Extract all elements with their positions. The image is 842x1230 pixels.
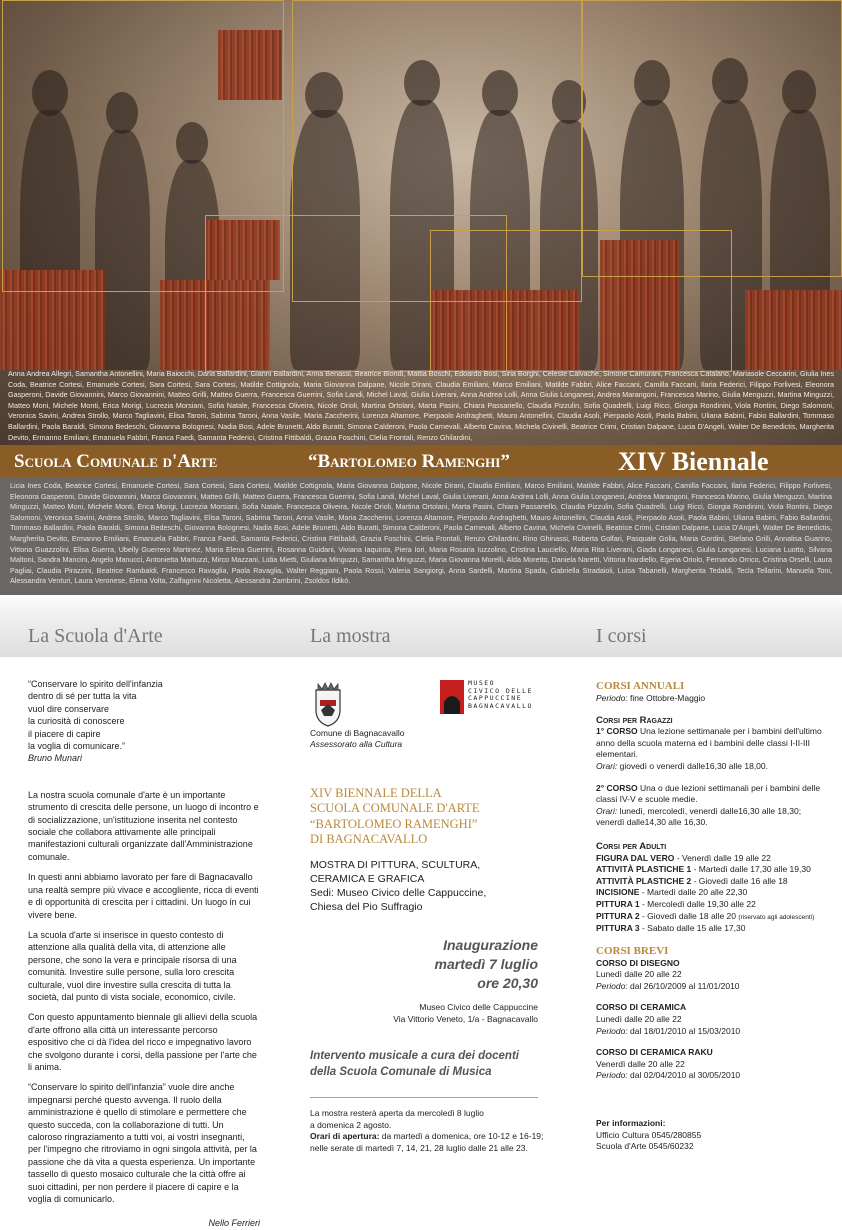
adulti-list	[596, 853, 822, 935]
corsi-brevi-title: CORSI BREVI	[596, 944, 669, 957]
list-item: FIGURA DAL VERO - Venerdì dalle 19 alle 22	[596, 852, 771, 863]
para-2: In questi anni abbiamo lavorato per fare di Bagnacavallo una realtà sempre più vivace e accogliente, ricca di eventi e di opportunità di crescita per i cittadini. Un luogo in cui vivere bene.	[28, 872, 259, 920]
venue: Museo Civico delle Cappuccine Via Vittorio Veneto, 1/a - Bagnacavallo	[393, 1002, 538, 1024]
header-corsi: I corsi	[596, 625, 647, 647]
para-5: “Conservare lo spirito dell'infanzia” vuole dire anche impegnarsi perché questo avvenga. Il ruolo della amministrazione è quello di stimolare e permettere che questo succeda, con la collaborazione di tutti. Un caloroso ringraziamento a tutti voi, ai vostri insegnanti, per l'impegno che ritroviamo in ogni singola attività, per la passione che dà vita a questa esperienza. Un importante tassello di questo mosaico culturale che la città offre ai suoi cittadini, per non perdere il piacere di capire e la voglia di comunicarlo.	[28, 1082, 257, 1205]
brevi-item: CORSO DI CERAMICA RAKU Venerdì dalle 20 alle 22 Periodo: dal 02/04/2010 al 30/05/2010	[596, 1047, 741, 1081]
list-item: INCISIONE - Martedì dalle 20 alle 22,30	[596, 887, 748, 898]
comune-crest-icon	[310, 680, 346, 728]
comune-caption: Comune di Bagnacavallo Assessorato alla Cultura	[310, 728, 405, 749]
students-names-band	[0, 477, 842, 595]
list-item: PITTURA 1 - Mercoledì dalle 19,30 alle 22	[596, 898, 756, 909]
mostra-details: MOSTRA DI PITTURA, SCULTURA, CERAMICA E GRAFICA Sedi: Museo Civico delle Cappuccine, Chiesa del Pio Suffragio	[310, 859, 487, 913]
banner-school: Scuola Comunale d'Arte	[14, 451, 218, 472]
adulti-title: Corsi per Adulti	[596, 840, 667, 852]
list-item: PITTURA 2 - Giovedì dalle 18 alle 20 (riservato agli adolescenti)	[596, 910, 815, 921]
list-item: PITTURA 3 - Sabato dalle 15 alle 17,30	[596, 923, 746, 934]
corsi-annuali-title: CORSI ANNUALI	[596, 680, 685, 692]
hero-artwork	[0, 0, 842, 445]
list-item: ATTIVITÀ PLASTICHE 2 - Giovedì dalle 16 alle 18	[596, 875, 788, 886]
mostra-title: XIV BIENNALE DELLA SCUOLA COMUNALE D'ARTE “BARTOLOMEO RAMENGHI” DI BAGNACAVALLO	[310, 786, 480, 847]
signature: Nello Ferrieri	[208, 1218, 260, 1229]
museo-logo-text: MUSEO CIVICO DELLE CAPPUCCINE BAGNACAVALLO	[468, 679, 533, 710]
section-header-band	[0, 595, 842, 657]
hero-names-text: Anna Andrea Allegri, Samantha Antonellini, Maria Baiocchi, Daria Ballardini, Gianni Ballardini, Anna Benassi, Beatrice Biondi, Mattia Boschi, Edoardo Bosi, Siria Borghi, Celeste Calvache, Simone Camurani, Francesca Catalano, Mariasole Ceccarini, Giulia Ines Coda, Beatrice Cortesi, Emanuele Cortesi, Sara Cortesi, Sara Cortesi, Matilde Cottignola, Maria Giovanna Dalpane, Nicole Dirani, Claudia Emiliani, Marco Emiliani, Matilde Fabbri, Alice Faccani, Camilla Faccani, Ilaria Federici, Filippo Forlivesi, Eleonora Gasperoni, Davide Giovannini, Marco Giovannini, Matteo Grilli, Matteo Guerra, Francesca Guerrini, Sofia Landi, Michel Laval, Giulia Liverani, Anna Andrea Lolli, Anna Giulia Longanesi, Andrea Marangoni, Francesca Marino, Giulia Menguzzi, Martina Minguzzi, Matteo Moni, Michele Monti, Erica Morigi, Lucrezia Morsiani, Sofia Natale, Francesca Oliveira, Nicole Orioli, Martina Ortolani, Marta Pasini, Chiara Passariello, Claudia Pizzulin, Sofia Quadrelli, Luigi Ricci, Giorgia Rondinini, Viola Rontini, Diego Salomoni, Veronica Savini, Andrea Strollo, Marco Tagliavini, Elisa Taroni, Sabrina Taroni, Anna Vasile, Maria Zaccherini, Lorenza Altamore, Pierpaolo Andraghetti, Mauro Antonellini, Claudia Asoli, Pierpaolo Asoli, Paola Babini, Uliana Babini, Fabio Ballardini, Tommaso Ballardini, Paola Baraldi, Simona Bedeschi, Giovanna Bolognesi, Nadia Bosi, Adele Brunetti, Aldo Buratti, Simona Calderoni, Paola Carnevali, Alberto Cavina, Michela Civinelli, Beatrice Crimi, Cristian Dalpane, Lucia D'Angeli, Walter De Benedictis, Margherita Devito, Ermanno Emiliani, Emanuela Fabbri, Franca Faedi, Samanta Federici, Cristina Fittibaldi, Grazia Foschini, Clelia Frontali, Renzo Ghilardini,	[8, 369, 834, 442]
header-scuola: La Scuola d'Arte	[28, 625, 163, 647]
list-item: ATTIVITÀ PLASTICHE 1 - Martedì dalle 17,30 alle 19,30	[596, 864, 811, 875]
apertura-info: La mostra resterà aperta da mercoledì 8 luglio a domenica 2 agosto. Orari di apertura: da martedì a domenica, ore 10-12 e 16-19; nelle serate di martedì 7, 14, 21, 28 luglio dalle 21 alle 23.	[310, 1108, 544, 1153]
museo-logo-icon	[440, 680, 464, 714]
quote-author: Bruno Munari	[28, 753, 83, 764]
inaugurazione: Inaugurazione martedì 7 luglio ore 20,30	[434, 937, 538, 991]
banner-biennale: XIV Biennale	[618, 447, 769, 476]
para-3: La scuola d'arte si inserisce in questo contesto di attenzione alla qualità della vita, di attenzione alle persone, che sono la vera e principale risorsa di una comunità. Investire sulle persone, sulla loro crescita culturale, vuol dire investire sulla crescita di tutta la società, dal punto di vista sociale, economico, civile.	[28, 929, 237, 1002]
para-4: Con questo appuntamento biennale gli allievi della scuola d'arte offrono alla città un interessante percorso espositivo che ci dà l'idea del ricco e impegnativo lavoro che svolgono durante i corsi, della passione per l'arte che li anima.	[28, 1012, 258, 1072]
brevi-item: CORSO DI DISEGNO Lunedì dalle 20 alle 22 Periodo: dal 26/10/2009 al 11/01/2010	[596, 957, 740, 991]
info-block: Per informazioni: Ufficio Cultura 0545/280855 Scuola d'Arte 0545/60232	[596, 1118, 702, 1152]
banner-name: “Bartolomeo Ramenghi”	[308, 451, 510, 472]
brevi-item: CORSO DI CERAMICA Lunedì dalle 20 alle 22 Periodo: dal 18/01/2010 al 15/03/2010	[596, 1002, 741, 1036]
para-1: La nostra scuola comunale d'arte è un importante strumento di crescita delle persone, un luogo di incontro e di socializzazione, un'istituzione inserita nel contesto sociale che collabora attivamente alle principali manifestazioni culturali organizzate dall'Amministrazione comunale.	[28, 789, 259, 862]
munari-quote: “Conservare lo spirito dell'infanzia dentro di sé per tutta la vita vuol dire conservare la curiosità di conoscere il piacere di capire la voglia di comunicare.” Bruno Munari	[28, 678, 260, 765]
title-banner	[0, 445, 842, 477]
divider-line	[310, 1097, 538, 1098]
header-mostra: La mostra	[310, 625, 391, 647]
ragazzi-title: Corsi per Ragazzi	[596, 714, 673, 726]
intervento-musicale: Intervento musicale a cura dei docenti della Scuola Comunale di Musica	[310, 1050, 519, 1078]
col-scuola	[28, 678, 260, 1230]
students-names-text: Licia Ines Coda, Beatrice Cortesi, Emanuele Cortesi, Sara Cortesi, Sara Cortesi, Matilde Cottignola, Maria Giovanna Dalpane, Nicole Dirani, Claudia Emiliani, Marco Emiliani, Matilde Fabbri, Alice Faccani, Camilla Faccani, Ilaria Federici, Filippo Forlivesi, Eleonora Gasperoni, Davide Giovannini, Marco Giovannini, Matteo Grilli, Matteo Guerra, Francesca Guerrini, Sofia Landi, Michel Laval, Giulia Liverani, Anna Andrea Lolli, Anna Giulia Longanesi, Andrea Marangoni, Francesca Marino, Giulia Menguzzi, Martina Minguzzi, Matteo Moni, Michele Monti, Erica Morigi, Lucrezia Morsiani, Sofia Natale, Francesca Oliveira, Nicole Orioli, Martina Ortolani, Marta Pasini, Chiara Passariello, Claudia Pizzulin, Sofia Quadrelli, Luigi Ricci, Giorgia Rondinini, Viola Rontini, Diego Salomoni, Veronica Savini, Andrea Strollo, Marco Tagliavini, Elisa Taroni, Sabrina Taroni, Anna Vasile, Maria Zaccherini, Lorenza Altamore, Pierpaolo Andraghetti, Mauro Antonellini, Claudia Asoli, Pierpaolo Asoli, Paola Babini, Uliana Babini, Fabio Ballardini, Tommaso Ballardini, Paola Baraldi, Simona Bedeschi, Giovanna Bolognesi, Nadia Bosi, Adele Brunetti, Aldo Buratti, Simona Calderoni, Paola Carnevali, Alberto Cavina, Michela Civinelli, Beatrice Crimi, Cristian Dalpane, Lucia D'Angeli, Walter De Benedictis, Margherita Devito, Ermanno Emiliani, Emanuela Fabbri, Franca Faedi, Samanta Federici, Cristina Fittibaldi, Grazia Foschini, Clelia Frontali, Renzo Ghilardini, Rino Ghinassi, Roberta Golfari, Pasquale Golia, Maria Gordini, Stefano Grilli, Annalisa Guarino, Vittoria Guazzolini, Elisa Guerra, Ubelly Guerrero Martinez, Maria Elena Guerrini, Rosanna Guidani, Viviana Iaquinta, Piera Iori, Maria Rosaria Iuzzolino, Cristina Lauciello, Maria Rita Liverani, Giada Longanesi, Giulia Longanesi, Luciana Luotto, Silvana Maltoni, Sandra Mancini, Angelo Manucci, Antonietta Martuzzi, Mirco Mazzani, Lidia Mietti, Giuliana Minguzzi, Samantha Minguzzi, Maria Giovanna Morelli, Alda Moretto, Daniela Naretti, Vittoria Nardiello, Egeria Oriolo, Fernando Orrico, Cristina Orselli, Laura Pagliai, Claudia Pirazzini, Beatrice Rambaldi, Francesco Ravaglia, Paola Ravaglia, Walter Reggiani, Paola Rossi, Valeria Sangiorgi, Anna Sardelli, Martina Spada, Gabriella Stradaioli, Luisa Tabanelli, Margherita Tedaldi, Tecla Tellarini, Manuela Toni, Alessandra Venturi, Laura Veronese, Elena Volta, Zaffagnini Nicoletta, Alessandra Zambrini, Zsoldos Ildikó.	[10, 481, 832, 586]
col-corsi: CORSI ANNUALI Periodo: fine Ottobre-Maggio Corsi per Ragazzi 1° CORSO Una lezione settimanale per i bambini dell'ultimo anno della scuola materna ed i bambini delle classi I-II-III elementari. Orari: giovedì o venerdì dalle16,30 alle 18,00. 2° CORSO Una o due lezioni settimanali per i bambini delle classi IV-V e scuole medie. Orari: lunedì, mercoledì, venerdì dalle16,30 alle 18,30; venerdì dalle14,30 alle 16,30. Corsi per Adulti FIGURA DAL VERO - Venerdì dalle 19 alle 22 ATTIVITÀ PLASTICHE 1 - Martedì dalle 17,30 alle 19,30 ATTIVITÀ PLASTICHE 2 - Giovedì dalle 16 alle 18 INCISIONE - Martedì dalle 20 alle 22,30 PITTURA 1 - Mercoledì dalle 19,30 alle 22 PITTURA 2 - Giovedì dalle 18 alle 20 (riservato agli adolescenti) PITTURA 3 - Sabato dalle 15 alle 17,30 CORSI BREVI CORSO DI DISEGNO Lunedì dalle 20 alle 22 Periodo: dal 26/10/2009 al 11/01/2010 CORSO DI CERAMICA Lunedì dalle 20 alle 22 Periodo: dal 18/01/2010 al 15/03/2010 CORSO DI CERAMICA RAKU Venerdì dalle 20 alle 22 Periodo: dal 02/04/2010 al 30/05/2010	[596, 680, 822, 1081]
